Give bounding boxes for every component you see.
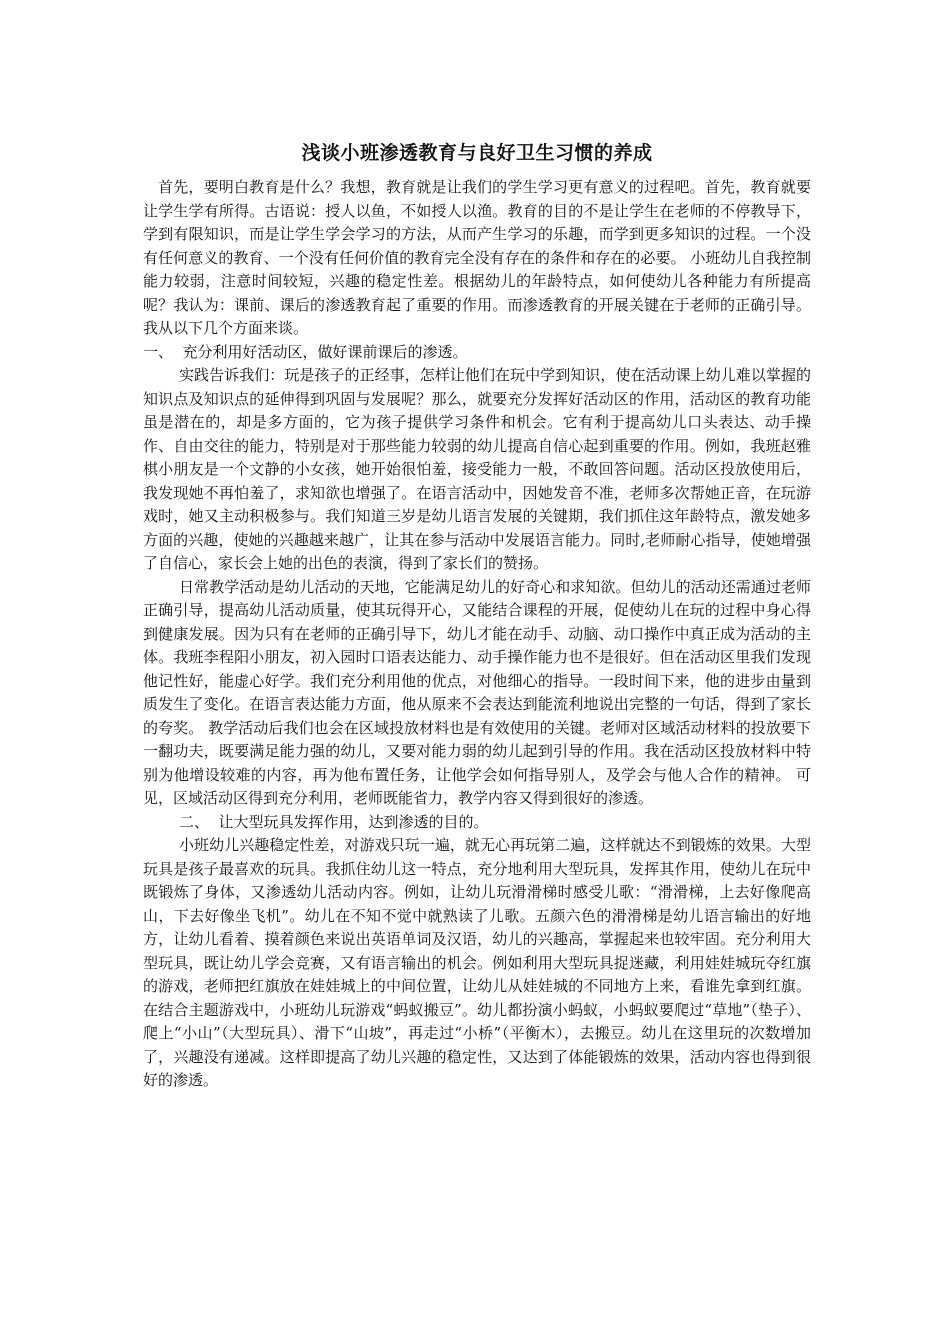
document-body: [143, 140, 811, 1093]
intro-paragraph: 首先，要明白教育是什么？我想，教育就是让我们的学生学习更有意义的过程吧。首先，教育就要让学生学有所得。古语说：授人以鱼，不如授人以渔。教育的目的不是让学生在老师的不停教导下，学到有限知识，而是让学生学会学习的方法，从而产生学习的乐趣，而学到更多知识的过程。一个没有任何意义的教育、一个没有任何价值的教育完全没有存在的条件和存在的必要。 小班幼儿自我控制能力较弱，注意时间较短，兴趣的稳定性差。根据幼儿的年龄特点，如何使幼儿各种能力有所提高呢？我认为：课前、课后的渗透教育起了重要的作用。而渗透教育的开展关键在于老师的正确引导。我从以下几个方面来谈。: [143, 178, 811, 337]
section-1-paragraph-2: 日常教学活动是幼儿活动的天地，它能满足幼儿的好奇心和求知欲。但幼儿的活动还需通过老师正确引导，提高幼儿活动质量，使其玩得开心，又能结合课程的开展，促使幼儿在玩的过程中身心得到健康发展。因为只有在老师的正确引导下，幼儿才能在动手、动脑、动口操作中真正成为活动的主体。我班李程阳小朋友，初入园时口语表达能力、动手操作能力也不是很好。但在活动区里我们发现他记性好，能虚心好学。我们充分利用他的优点，对他细心的指导。一段时间下来，他的进步由量到质发生了变化。在语言表达能力方面，他从原来不会表达到能流利地说出完整的一句话，得到了家长的夸奖。 教学活动后我们也会在区域投放材料也是有效使用的关键。老师对区域活动材料的投放要下一翻功夫，既要满足能力强的幼儿，又要对能力弱的幼儿起到引导的作用。我在活动区投放材料中特别为他增设较难的内容，再为他布置任务，让他学会如何指导别人，及学会与他人合作的精神。 可见，区域活动区得到充分利用，老师既能省力，教学内容又得到很好的渗透。: [143, 577, 811, 807]
section-2-paragraph-1: 小班幼儿兴趣稳定性差，对游戏只玩一遍，就无心再玩第二遍，这样就达不到锻炼的效果。大型玩具是孩子最喜欢的玩具。我抓住幼儿这一特点，充分地利用大型玩具，发挥其作用，使幼儿在玩中既锻炼了身体，又渗透幼儿活动内容。例如，让幼儿玩滑滑梯时感受儿歌：“滑滑梯，上去好像爬高山，下去好像坐飞机”。幼儿在不知不觉中就熟读了儿歌。五颜六色的滑滑梯是幼儿语言输出的好地方，让幼儿看着、摸着颜色来说出英语单词及汉语，幼儿的兴趣高，掌握起来也较牢固。充分利用大型玩具，既让幼儿学会竞赛，又有语言输出的机会。例如利用大型玩具捉迷藏，利用娃娃城玩夺红旗的游戏，老师把红旗放在娃娃城上的中间位置，让幼儿从娃娃城的不同地方上来，看谁先拿到红旗。 在结合主题游戏中，小班幼儿玩游戏“蚂蚁搬豆”。幼儿都扮演小蚂蚁，小蚂蚁要爬过“草地”（垫子）、爬上“小山”（大型玩具）、滑下“山坡”，再走过“小桥”（平衡木），去搬豆。幼儿在这里玩的次数增加了，兴趣没有递减。这样即提高了幼儿兴趣的稳定性，又达到了体能锻炼的效果，活动内容也得到很好的渗透。: [143, 836, 811, 1089]
section-1-heading: 一、 充分利用好活动区，做好课前课后的渗透。: [143, 342, 468, 361]
section-2-heading: 二、 让大型玩具发挥作用，达到渗透的目的。: [179, 812, 489, 831]
document-title: 浅谈小班渗透教育与良好卫生习惯的养成: [301, 142, 653, 164]
section-1-paragraph-1: 实践告诉我们：玩是孩子的正经事，怎样让他们在玩中学到知识，使在活动课上幼儿难以掌握的知识点及知识点的延伸得到巩固与发展呢？那么，就要充分发挥好活动区的作用，活动区的教育功能虽是潜在的，却是多方面的，它为孩子提供学习条件和机会。它有利于提高幼儿口头表达、动手操作、自由交往的能力，特别是对于那些能力较弱的幼儿提高自信心起到重要的作用。例如，我班赵雅棋小朋友是一个文静的小女孩，她开始很怕羞，接受能力一般，不敢回答问题。活动区投放使用后，我发现她不再怕羞了，求知欲也增强了。在语言活动中，因她发音不准，老师多次帮她正音，在玩游戏时，她又主动积极参与。我们知道三岁是幼儿语言发展的关键期，我们抓住这年龄特点，激发她多方面的兴趣，使她的兴趣越来越广，让其在参与活动中发展语言能力。同时,老师耐心指导，使她增强了自信心，家长会上她的出色的表演，得到了家长们的赞扬。: [143, 366, 811, 572]
